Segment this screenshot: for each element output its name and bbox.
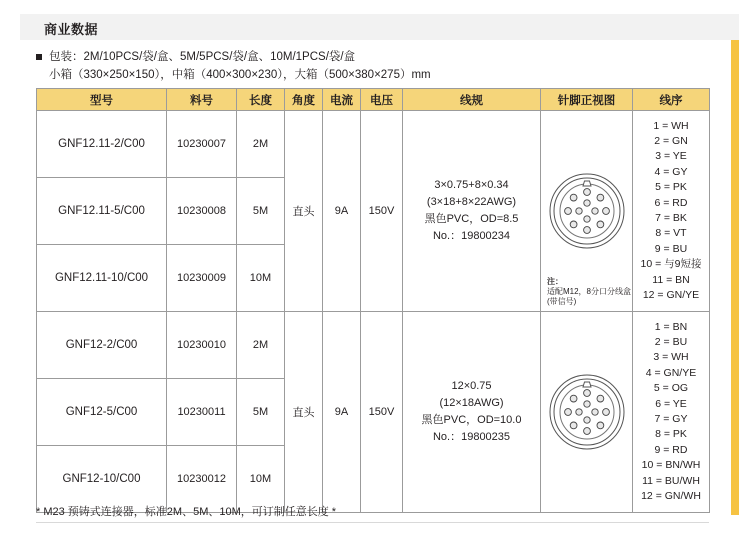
table-row (37, 312, 710, 379)
wire-spec-line-4: No.：19800234 (432, 230, 511, 242)
col-header-model: 型号 (37, 89, 167, 111)
packaging-note-line-1: 包装：2M/10PCS/袋/盒、5M/5PCS/袋/盒、10M/1PCS/袋/盒 (49, 51, 356, 63)
wire-order-item: 8 = VT (655, 227, 687, 240)
wire-order-item: 4 = GY (654, 165, 688, 178)
cell-wire-order (633, 111, 710, 312)
wire-spec-line-2: (12×18AWG) (439, 397, 504, 409)
cell-wire-order (633, 312, 710, 513)
cell-material-number: 10230007 (167, 111, 237, 178)
cell-length: 5M (237, 178, 285, 245)
wire-order-item: 1 = BN (654, 320, 688, 333)
pin-view-note (547, 277, 631, 307)
col-header-material-number: 料号 (167, 89, 237, 111)
col-header-angle: 角度 (285, 89, 323, 111)
footer-note: * M23 预铸式连接器，标准2M、5M、10M，可订制任意长度 * (36, 506, 337, 518)
wire-order-item: 12 = GN/YE (642, 289, 700, 302)
cell-pin-view (541, 111, 633, 312)
cell-voltage: 150V (361, 312, 403, 513)
cell-pin-view (541, 312, 633, 513)
wire-spec-line-3: 黑色PVC，OD=8.5 (424, 213, 519, 225)
cell-material-number: 10230008 (167, 178, 237, 245)
wire-order-item: 9 = BU (654, 242, 688, 255)
wire-spec-line-2: (3×18+8×22AWG) (426, 196, 517, 208)
section-header-bar (0, 14, 739, 40)
cell-material-number: 10230010 (167, 312, 237, 379)
wire-order-item: 11 = BU/WH (642, 474, 700, 487)
wire-order-item: 5 = OG (653, 382, 689, 395)
wire-order-item: 1 = WH (653, 119, 689, 132)
wire-spec-line-4: No.：19800235 (432, 431, 511, 443)
wire-order-item: 2 = BU (654, 335, 688, 348)
wire-order-item: 10 = 与9短接 (640, 258, 702, 271)
pin-view-note-line-1: 适配M12，8分口分线盒 (547, 287, 632, 296)
cell-model: GNF12-5/C00 (37, 379, 167, 446)
packaging-note-row (36, 49, 696, 66)
cell-length: 10M (237, 245, 285, 312)
specification-table (36, 88, 710, 513)
cell-wire-spec (403, 312, 541, 513)
cell-length: 2M (237, 111, 285, 178)
pin-view-note-label: 注： (547, 277, 563, 286)
wire-order-item: 11 = BN (652, 273, 690, 286)
wire-order-item: 5 = PK (655, 181, 687, 194)
col-header-length: 长度 (237, 89, 285, 111)
cell-wire-spec (403, 111, 541, 312)
cell-model: GNF12-2/C00 (37, 312, 167, 379)
wire-order-item: 6 = RD (654, 196, 688, 209)
cell-model: GNF12.11-2/C00 (37, 111, 167, 178)
page-edge-accent (731, 0, 739, 545)
wire-order-item: 3 = YE (655, 150, 687, 163)
footer-divider (36, 522, 709, 523)
wire-spec-line-1: 12×0.75 (451, 380, 492, 392)
connector-front-view-icon (548, 373, 626, 451)
wire-spec-line-1: 3×0.75+8×0.34 (434, 179, 509, 191)
table-row (37, 111, 710, 178)
wire-order-item: 4 = GN/YE (645, 366, 697, 379)
cell-length: 5M (237, 379, 285, 446)
wire-order-item: 9 = RD (654, 443, 688, 456)
section-title: 商业数据 (44, 22, 99, 37)
cell-material-number: 10230009 (167, 245, 237, 312)
page-edge-accent-top-mask (731, 0, 739, 14)
wire-order-item: 7 = GY (654, 413, 688, 425)
col-header-current: 电流 (323, 89, 361, 111)
packaging-note-line-2: 小箱（330×250×150），中箱（400×300×230），大箱（500×380×275）mm (49, 69, 431, 81)
cell-length: 10M (237, 446, 285, 513)
wire-spec-line-3: 黑色PVC，OD=10.0 (421, 414, 522, 426)
cell-angle: 直头 (285, 312, 323, 513)
cell-current: 9A (323, 312, 361, 513)
wire-order-item: 2 = GN (654, 134, 688, 147)
wire-order-item: 10 = BN/WH (641, 459, 701, 472)
connector-front-view-icon (548, 172, 626, 250)
cell-model: GNF12-10/C00 (37, 446, 167, 513)
packaging-notes (36, 49, 696, 84)
col-header-wire-spec: 线规 (403, 89, 541, 111)
col-header-wire-order: 线序 (633, 89, 710, 111)
cell-material-number: 10230011 (167, 379, 237, 446)
wire-order-item: 7 = BK (655, 212, 687, 224)
cell-length: 2M (237, 312, 285, 379)
table-header-row (37, 89, 710, 111)
pin-view-note-line-2: (带信号) (547, 297, 577, 306)
wire-order-item: 3 = WH (653, 351, 689, 364)
header-left-mask (0, 14, 20, 40)
cell-model: GNF12.11-10/C00 (37, 245, 167, 312)
cell-voltage: 150V (361, 111, 403, 312)
col-header-voltage: 电压 (361, 89, 403, 111)
wire-order-item: 12 = GN/WH (641, 490, 701, 503)
square-bullet-icon (36, 54, 42, 60)
wire-order-item: 8 = PK (655, 428, 687, 441)
col-header-pin-view: 针脚正视图 (541, 89, 633, 111)
cell-material-number: 10230012 (167, 446, 237, 513)
wire-order-item: 6 = YE (655, 397, 687, 410)
cell-model: GNF12.11-5/C00 (37, 178, 167, 245)
cell-angle: 直头 (285, 111, 323, 312)
cell-current: 9A (323, 111, 361, 312)
page-edge-accent-bottom-mask (731, 515, 739, 545)
